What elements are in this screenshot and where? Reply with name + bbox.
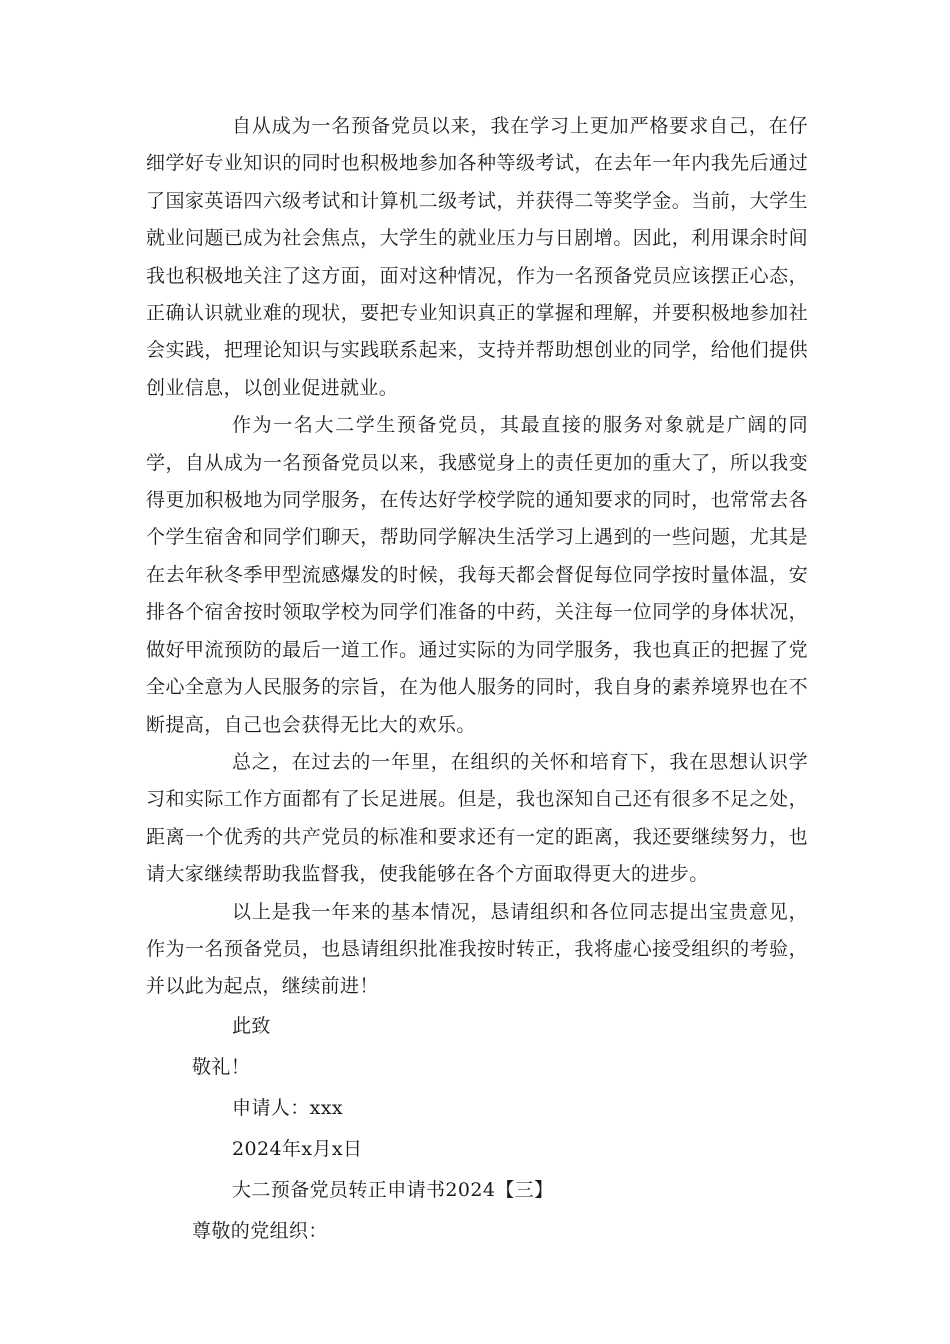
applicant-signature: 申请人：xxx [232,1096,343,1119]
paragraph-study: 自从成为一名预备党员以来，我在学习上更加严格要求自己，在仔细学好专业知识的同时也积极地参加各种等级考试，在去年一年内我先后通过了国家英语四六级考试和计算机二级考试，并获得二等奖学金。当前，大学生就业问题已成为社会焦点，大学生的就业压力与日剧增。因此，利用课余时间我也积极地关注了这方面，面对这种情况，作为一名预备党员应该摆正心态，正确认识就业难的现状，要把专业知识真正的掌握和理解，并要积极地参加社会实践，把理论知识与实践联系起来，支持并帮助想创业的同学，给他们提供创业信息，以创业促进就业。 [146,115,808,399]
date-text: 2024年x月x日 [232,1137,363,1160]
closing-text: 此致 [232,1014,271,1037]
next-greeting: 尊敬的党组织： [192,1219,328,1242]
next-section-title: 大二预备党员转正申请书2024【三】 [232,1178,554,1201]
paragraph-request: 以上是我一年来的基本情况，恳请组织和各位同志提出宝贵意见，作为一名预备党员，也恳请组织批准我按时转正，我将虚心接受组织的考验，并以此为起点，继续前进！ [146,900,808,998]
salute-text: 敬礼！ [192,1055,251,1078]
paragraph-summary: 总之，在过去的一年里，在组织的关怀和培育下，我在思想认识学习和实际工作方面都有了长足进展。但是，我也深知自己还有很多不足之处，距离一个优秀的共产党员的标准和要求还有一定的距离，我还要继续努力，也请大家继续帮助我监督我，使我能够在各个方面取得更大的进步。 [146,750,808,886]
paragraph-service: 作为一名大二学生预备党员，其最直接的服务对象就是广阔的同学，自从成为一名预备党员以来，我感觉身上的责任更加的重大了，所以我变得更加积极地为同学服务，在传达好学校学院的通知要求的同时，也常常去各个学生宿舍和同学们聊天，帮助同学解决生活学习上遇到的一些问题，尤其是在去年秋冬季甲型流感爆发的时候，我每天都会督促每位同学按时量体温，安排各个宿舍按时领取学校为同学们准备的中药，关注每一位同学的身体状况，做好甲流预防的最后一道工作。通过实际的为同学服务，我也真正的把握了党全心全意为人民服务的宗旨，在为他人服务的同时，我自身的素养境界也在不断提高，自己也会获得无比大的欢乐。 [146,414,808,736]
document-page [146,108,808,1252]
